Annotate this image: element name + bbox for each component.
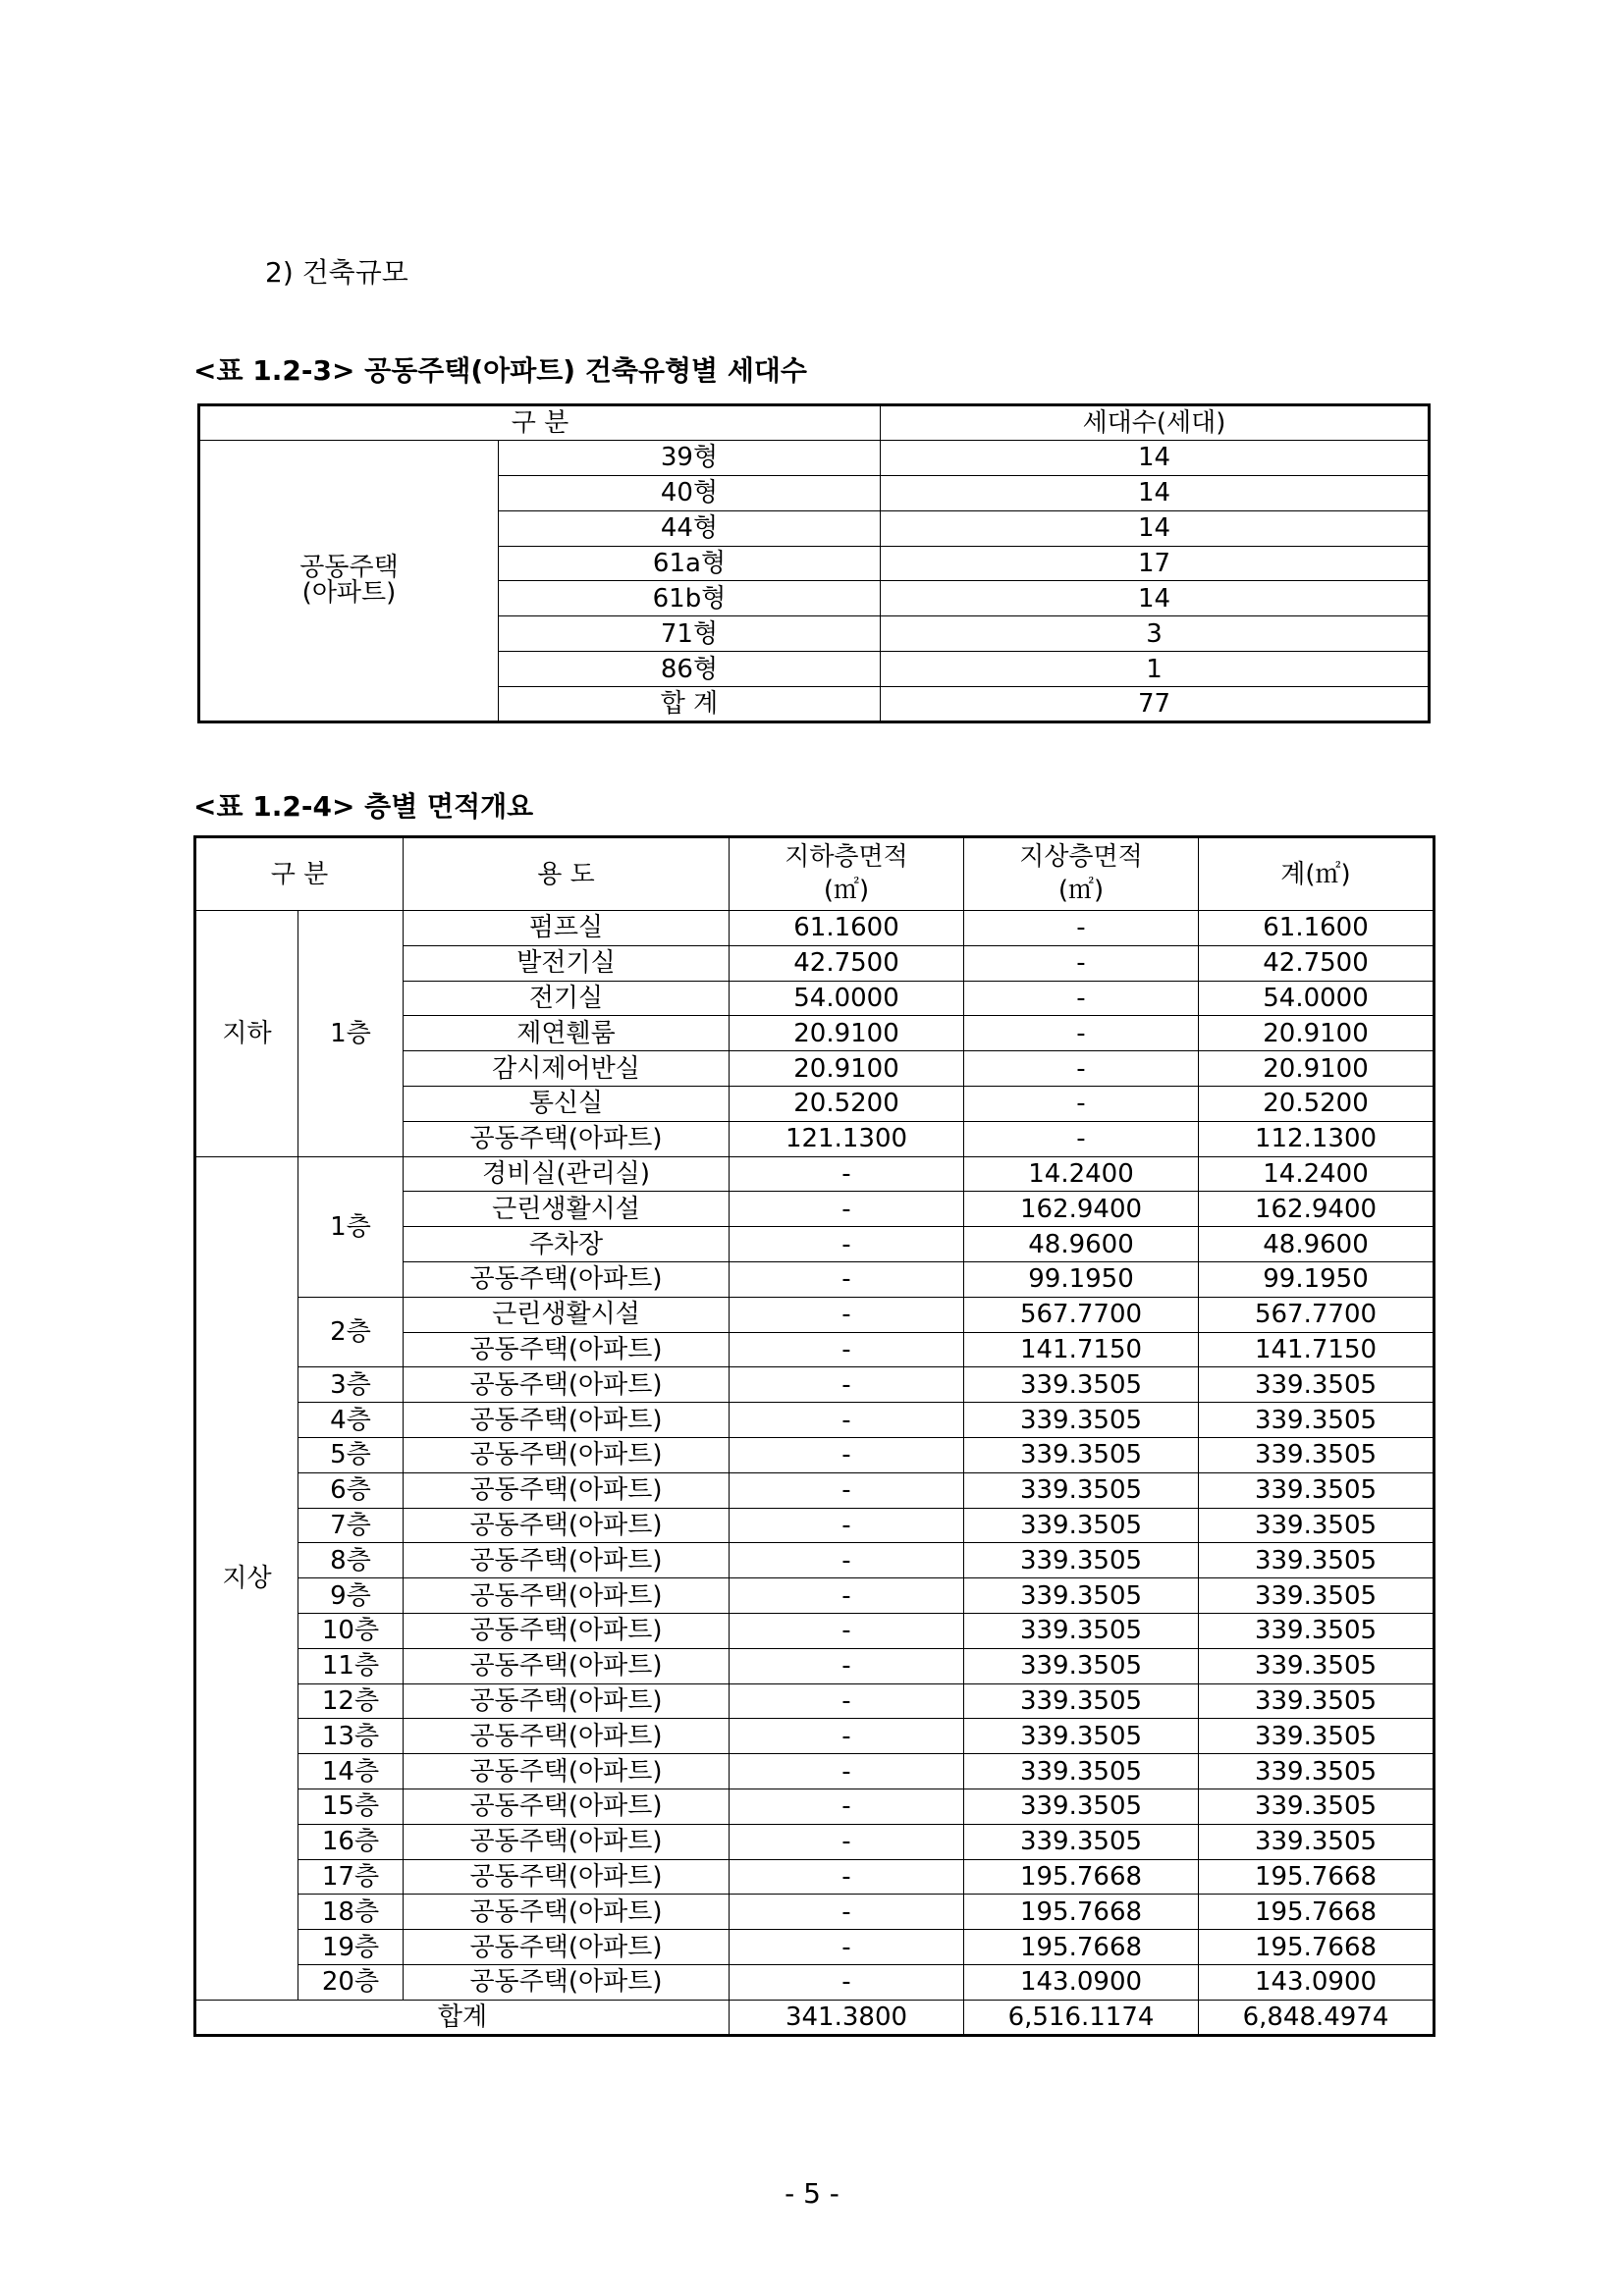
basement-area-cell: 61.1600 — [730, 911, 964, 946]
floor-label-cell: 12층 — [298, 1683, 404, 1719]
floor-label-cell: 1층 — [298, 911, 404, 1157]
total-area-cell: 195.7668 — [1199, 1859, 1435, 1895]
use-cell: 공동주택(아파트) — [404, 1578, 730, 1614]
total-area-cell: 20.9100 — [1199, 1016, 1435, 1051]
unit-type-cell: 44형 — [499, 510, 881, 546]
ground-area-cell: 339.3505 — [964, 1508, 1199, 1543]
floor-label-cell: 2층 — [298, 1297, 404, 1367]
grand-total-cell: 6,848.4974 — [1199, 2000, 1435, 2035]
basement-area-cell: - — [730, 1613, 964, 1648]
unit-type-cell: 86형 — [499, 652, 881, 687]
floor-label-cell: 7층 — [298, 1508, 404, 1543]
total-area-cell: 567.7700 — [1199, 1297, 1435, 1332]
basement-area-cell: - — [730, 1403, 964, 1438]
unit-type-cell: 40형 — [499, 475, 881, 510]
ground-area-cell: 339.3505 — [964, 1578, 1199, 1614]
total-area-cell: 339.3505 — [1199, 1508, 1435, 1543]
total-area-cell: 339.3505 — [1199, 1403, 1435, 1438]
table2-caption: <표 1.2-4> 층별 면적개요 — [193, 790, 534, 823]
ground-area-cell: 339.3505 — [964, 1543, 1199, 1578]
floor-label-cell: 4층 — [298, 1403, 404, 1438]
ground-area-cell: 339.3505 — [964, 1719, 1199, 1754]
basement-area-cell: 20.5200 — [730, 1086, 964, 1121]
table-row — [195, 1719, 1435, 1754]
ground-area-cell: 162.9400 — [964, 1192, 1199, 1227]
use-cell: 통신실 — [404, 1086, 730, 1121]
table-row — [195, 1578, 1435, 1614]
ground-area-line1: 지상층면적 — [1019, 841, 1143, 872]
basement-area-cell: - — [730, 1578, 964, 1614]
total-area-cell: 143.0900 — [1199, 1964, 1435, 2000]
unit-type-cell: 61a형 — [499, 546, 881, 581]
ground-area-cell: - — [964, 1121, 1199, 1156]
use-cell: 주차장 — [404, 1227, 730, 1262]
use-cell: 공동주택(아파트) — [404, 1613, 730, 1648]
total-ground-cell: 6,516.1174 — [964, 2000, 1199, 2035]
basement-area-cell: 54.0000 — [730, 981, 964, 1016]
table-row — [195, 1895, 1435, 1930]
household-count-cell: 3 — [881, 616, 1430, 652]
ground-area-cell: 48.9600 — [964, 1227, 1199, 1262]
total-area-cell: 339.3505 — [1199, 1472, 1435, 1508]
total-area-cell: 20.9100 — [1199, 1051, 1435, 1087]
floor-label-cell: 19층 — [298, 1930, 404, 1965]
use-cell: 공동주택(아파트) — [404, 1719, 730, 1754]
basement-area-cell: - — [730, 1437, 964, 1472]
table-row — [195, 1789, 1435, 1824]
household-count-cell: 14 — [881, 475, 1430, 510]
total-area-cell: 339.3505 — [1199, 1543, 1435, 1578]
floor-label-cell: 16층 — [298, 1824, 404, 1859]
unit-type-cell: 61b형 — [499, 581, 881, 616]
table1-caption: <표 1.2-3> 공동주택(아파트) 건축유형별 세대수 — [193, 354, 807, 387]
table-row — [195, 1403, 1435, 1438]
table-row — [195, 1367, 1435, 1403]
basement-area-line1: 지하층면적 — [785, 841, 908, 872]
total-area-cell: 54.0000 — [1199, 981, 1435, 1016]
basement-area-cell: - — [730, 1367, 964, 1403]
table2-header-category: 구 분 — [195, 837, 404, 911]
floor-label-cell: 5층 — [298, 1437, 404, 1472]
floor-label-cell: 3층 — [298, 1367, 404, 1403]
use-cell: 경비실(관리실) — [404, 1156, 730, 1192]
floor-label-cell: 10층 — [298, 1613, 404, 1648]
total-area-cell: 339.3505 — [1199, 1683, 1435, 1719]
table-row — [195, 1472, 1435, 1508]
use-cell: 감시제어반실 — [404, 1051, 730, 1087]
total-area-cell: 339.3505 — [1199, 1578, 1435, 1614]
total-area-cell: 14.2400 — [1199, 1156, 1435, 1192]
use-cell: 공동주택(아파트) — [404, 1964, 730, 2000]
total-area-cell: 339.3505 — [1199, 1648, 1435, 1683]
basement-area-cell: - — [730, 1508, 964, 1543]
total-area-cell: 339.3505 — [1199, 1613, 1435, 1648]
floor-label-cell: 14층 — [298, 1754, 404, 1789]
table-row — [195, 1964, 1435, 2000]
ground-area-cell: - — [964, 1086, 1199, 1121]
ground-area-cell: - — [964, 911, 1199, 946]
use-cell: 공동주택(아파트) — [404, 1508, 730, 1543]
use-cell: 근린생활시설 — [404, 1297, 730, 1332]
floor-label-cell: 17층 — [298, 1859, 404, 1895]
table-row — [195, 1508, 1435, 1543]
basement-area-cell: - — [730, 1648, 964, 1683]
floor-area-table — [193, 835, 1435, 2037]
use-cell: 공동주택(아파트) — [404, 1824, 730, 1859]
ground-area-cell: 141.7150 — [964, 1332, 1199, 1367]
household-count-cell: 1 — [881, 652, 1430, 687]
ground-area-cell: 339.3505 — [964, 1472, 1199, 1508]
basement-area-cell: 20.9100 — [730, 1051, 964, 1087]
ground-area-cell: 339.3505 — [964, 1789, 1199, 1824]
use-cell: 공동주택(아파트) — [404, 1121, 730, 1156]
ground-area-unit: (㎡) — [1057, 875, 1105, 905]
use-cell: 공동주택(아파트) — [404, 1895, 730, 1930]
use-cell: 공동주택(아파트) — [404, 1859, 730, 1895]
ground-area-cell: 195.7668 — [964, 1859, 1199, 1895]
total-area-cell: 48.9600 — [1199, 1227, 1435, 1262]
household-count-cell: 14 — [881, 581, 1430, 616]
table2-header-total: 계(㎡) — [1199, 837, 1435, 911]
table-row — [195, 1859, 1435, 1895]
ground-area-cell: 339.3505 — [964, 1437, 1199, 1472]
table2-header-basement-area — [730, 837, 964, 911]
use-cell: 공동주택(아파트) — [404, 1472, 730, 1508]
floor-label-cell: 8층 — [298, 1543, 404, 1578]
total-area-cell: 112.1300 — [1199, 1121, 1435, 1156]
household-count-cell: 14 — [881, 510, 1430, 546]
total-label-cell: 합계 — [195, 2000, 730, 2035]
basement-area-cell: - — [730, 1719, 964, 1754]
group-label-cell — [199, 440, 499, 721]
basement-area-cell: - — [730, 1754, 964, 1789]
use-cell: 공동주택(아파트) — [404, 1648, 730, 1683]
total-area-cell: 339.3505 — [1199, 1824, 1435, 1859]
floor-label-cell: 11층 — [298, 1648, 404, 1683]
total-area-cell: 195.7668 — [1199, 1930, 1435, 1965]
table-row — [195, 1683, 1435, 1719]
table1-header-category: 구 분 — [199, 405, 881, 441]
underground-label-cell: 지하 — [195, 911, 298, 1157]
ground-area-cell: 339.3505 — [964, 1683, 1199, 1719]
basement-area-cell: - — [730, 1227, 964, 1262]
basement-area-cell: - — [730, 1332, 964, 1367]
table2-header-row — [195, 837, 1435, 911]
basement-area-unit: (㎡) — [823, 875, 870, 905]
use-cell: 발전기실 — [404, 945, 730, 981]
ground-area-cell: - — [964, 945, 1199, 981]
total-area-cell: 99.1950 — [1199, 1261, 1435, 1297]
group-label-line2: (아파트) — [301, 578, 397, 609]
unit-type-cell: 71형 — [499, 616, 881, 652]
total-area-cell: 195.7668 — [1199, 1895, 1435, 1930]
basement-area-cell: - — [730, 1297, 964, 1332]
floor-label-cell: 13층 — [298, 1719, 404, 1754]
basement-area-cell: - — [730, 1930, 964, 1965]
use-cell: 제연휀룸 — [404, 1016, 730, 1051]
floor-label-cell: 20층 — [298, 1964, 404, 2000]
basement-area-cell: - — [730, 1543, 964, 1578]
basement-area-cell: - — [730, 1964, 964, 2000]
ground-area-cell: 339.3505 — [964, 1613, 1199, 1648]
basement-area-cell: 121.1300 — [730, 1121, 964, 1156]
household-count-cell: 14 — [881, 440, 1430, 475]
use-cell: 전기실 — [404, 981, 730, 1016]
use-cell: 공동주택(아파트) — [404, 1403, 730, 1438]
household-count-cell: 17 — [881, 546, 1430, 581]
table-row — [195, 1930, 1435, 1965]
aboveground-label-cell: 지상 — [195, 1156, 298, 2000]
use-cell: 펌프실 — [404, 911, 730, 946]
use-cell: 공동주택(아파트) — [404, 1437, 730, 1472]
floor-label-cell: 1층 — [298, 1156, 404, 1297]
use-cell: 공동주택(아파트) — [404, 1261, 730, 1297]
total-row — [195, 2000, 1435, 2035]
basement-area-cell: - — [730, 1156, 964, 1192]
table-row — [199, 440, 1430, 475]
household-count-cell: 77 — [881, 687, 1430, 722]
ground-area-cell: 99.1950 — [964, 1261, 1199, 1297]
total-area-cell: 20.5200 — [1199, 1086, 1435, 1121]
use-cell: 근린생활시설 — [404, 1192, 730, 1227]
use-cell: 공동주택(아파트) — [404, 1683, 730, 1719]
table-row — [195, 1543, 1435, 1578]
basement-area-cell: 42.7500 — [730, 945, 964, 981]
ground-area-cell: 567.7700 — [964, 1297, 1199, 1332]
total-area-cell: 339.3505 — [1199, 1719, 1435, 1754]
page-number: - 5 - — [785, 2177, 839, 2210]
basement-area-cell: - — [730, 1192, 964, 1227]
table2-header-ground-area — [964, 837, 1199, 911]
floor-label-cell: 9층 — [298, 1578, 404, 1614]
table-row — [195, 1297, 1435, 1332]
unit-type-cell: 합 계 — [499, 687, 881, 722]
use-cell: 공동주택(아파트) — [404, 1789, 730, 1824]
table1-header-row — [199, 405, 1430, 441]
use-cell: 공동주택(아파트) — [404, 1930, 730, 1965]
basement-area-cell: - — [730, 1789, 964, 1824]
total-area-cell: 162.9400 — [1199, 1192, 1435, 1227]
total-area-cell: 339.3505 — [1199, 1437, 1435, 1472]
total-area-cell: 42.7500 — [1199, 945, 1435, 981]
ground-area-cell: - — [964, 1051, 1199, 1087]
use-cell: 공동주택(아파트) — [404, 1332, 730, 1367]
ground-area-cell: 143.0900 — [964, 1964, 1199, 2000]
total-basement-cell: 341.3800 — [730, 2000, 964, 2035]
ground-area-cell: 195.7668 — [964, 1930, 1199, 1965]
unit-type-cell: 39형 — [499, 440, 881, 475]
total-area-cell: 61.1600 — [1199, 911, 1435, 946]
table-row — [195, 1648, 1435, 1683]
basement-area-cell: - — [730, 1472, 964, 1508]
ground-area-cell: 339.3505 — [964, 1824, 1199, 1859]
floor-label-cell: 18층 — [298, 1895, 404, 1930]
group-label-line1: 공동주택 — [299, 553, 399, 583]
basement-area-cell: - — [730, 1895, 964, 1930]
floor-label-cell: 6층 — [298, 1472, 404, 1508]
ground-area-cell: 339.3505 — [964, 1403, 1199, 1438]
total-area-cell: 339.3505 — [1199, 1367, 1435, 1403]
use-cell: 공동주택(아파트) — [404, 1367, 730, 1403]
table-row — [195, 911, 1435, 946]
table2-header-use: 용 도 — [404, 837, 730, 911]
basement-area-cell: - — [730, 1261, 964, 1297]
table-row — [195, 1156, 1435, 1192]
ground-area-cell: 339.3505 — [964, 1754, 1199, 1789]
ground-area-cell: 339.3505 — [964, 1367, 1199, 1403]
total-area-cell: 141.7150 — [1199, 1332, 1435, 1367]
basement-area-cell: - — [730, 1859, 964, 1895]
table1-header-households: 세대수(세대) — [881, 405, 1430, 441]
table-row — [195, 1824, 1435, 1859]
ground-area-cell: 195.7668 — [964, 1895, 1199, 1930]
table-row — [195, 1754, 1435, 1789]
table-row — [195, 1613, 1435, 1648]
table-row — [195, 1437, 1435, 1472]
basement-area-cell: - — [730, 1824, 964, 1859]
use-cell: 공동주택(아파트) — [404, 1543, 730, 1578]
ground-area-cell: - — [964, 1016, 1199, 1051]
use-cell: 공동주택(아파트) — [404, 1754, 730, 1789]
ground-area-cell: 339.3505 — [964, 1648, 1199, 1683]
ground-area-cell: 14.2400 — [964, 1156, 1199, 1192]
basement-area-cell: 20.9100 — [730, 1016, 964, 1051]
floor-label-cell: 15층 — [298, 1789, 404, 1824]
ground-area-cell: - — [964, 981, 1199, 1016]
section-heading: 2) 건축규모 — [265, 256, 408, 289]
households-by-type-table — [197, 403, 1431, 723]
total-area-cell: 339.3505 — [1199, 1789, 1435, 1824]
basement-area-cell: - — [730, 1683, 964, 1719]
total-area-cell: 339.3505 — [1199, 1754, 1435, 1789]
